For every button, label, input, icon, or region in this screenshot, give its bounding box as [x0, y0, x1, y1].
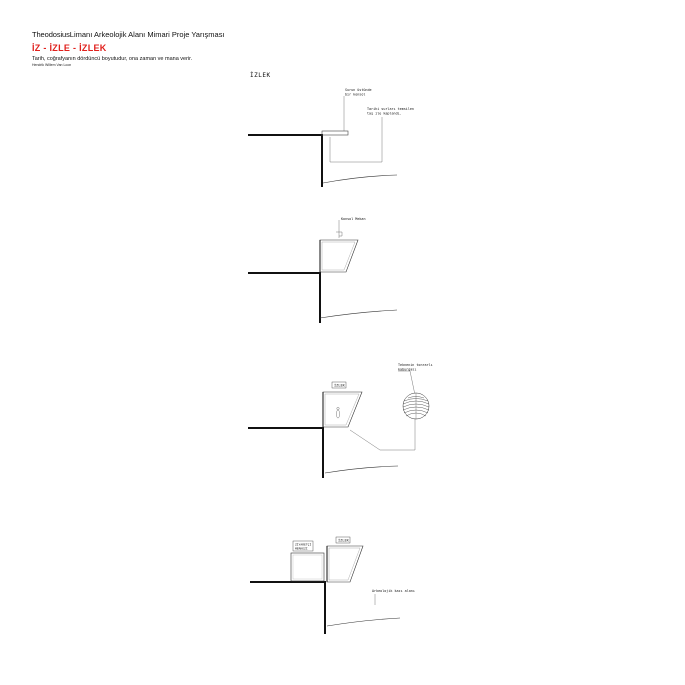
terrain-line [320, 310, 397, 318]
project-subtitle: İZ - İZLE - İZLEK [32, 43, 107, 53]
project-title-part1: Theodosius [32, 30, 70, 39]
stage-4-tag-left-line1: ZİYARETÇİ [295, 542, 312, 547]
stage-2-drawing [248, 217, 397, 323]
console-volume [320, 240, 358, 272]
stage-1-note-b-line2: taş ile kaplandı. [367, 111, 402, 116]
stage-4-tag-right: İZLEK [338, 538, 349, 543]
human-figure [336, 410, 339, 418]
stage-3-note-line2: kaburgası [398, 367, 417, 372]
terrain-line [323, 175, 397, 183]
terrain-line [325, 466, 398, 473]
leader-line [350, 412, 415, 450]
stage-2-note: Konsol Mekan [341, 217, 366, 221]
stage-1-note-b-line1: Tarihi surları temsilen [367, 107, 414, 111]
stage-3-note-line1: Teknenin tonrarlı [398, 363, 433, 367]
stage-3-tag: İZLEK [334, 383, 345, 388]
quote-text: Tarih, coğrafyanın dördüncü boyutudur, ona zaman ve mana verir. [32, 56, 193, 62]
stage-4-tag-left-line2: MERKEZİ [295, 546, 308, 551]
stage-4-note: Arkeolojik kazı alanı [372, 589, 415, 593]
section-title: İZLEK [250, 72, 271, 79]
stage-1-drawing [248, 88, 414, 187]
stage-1-note-a-line2: bir konsol [345, 92, 366, 97]
izlek-volume [323, 392, 362, 427]
quote-author: Hendrik Willem Van Loon [32, 63, 72, 67]
rib-detail-circle [403, 393, 429, 419]
stage-4-drawing [250, 537, 415, 634]
console-slab [322, 131, 348, 135]
stage-3-drawing [248, 363, 433, 478]
terrain-line [327, 618, 400, 626]
leader-line [330, 117, 382, 162]
leader-line [398, 371, 415, 395]
project-title-part2: Limanı Arkeolojik Alanı Mimari Proje Yarışması [69, 30, 225, 39]
visitor-center-volume [291, 553, 324, 581]
stage-1-note-a-line1: Surun üstünde [345, 88, 372, 92]
izlek-volume [327, 546, 363, 582]
